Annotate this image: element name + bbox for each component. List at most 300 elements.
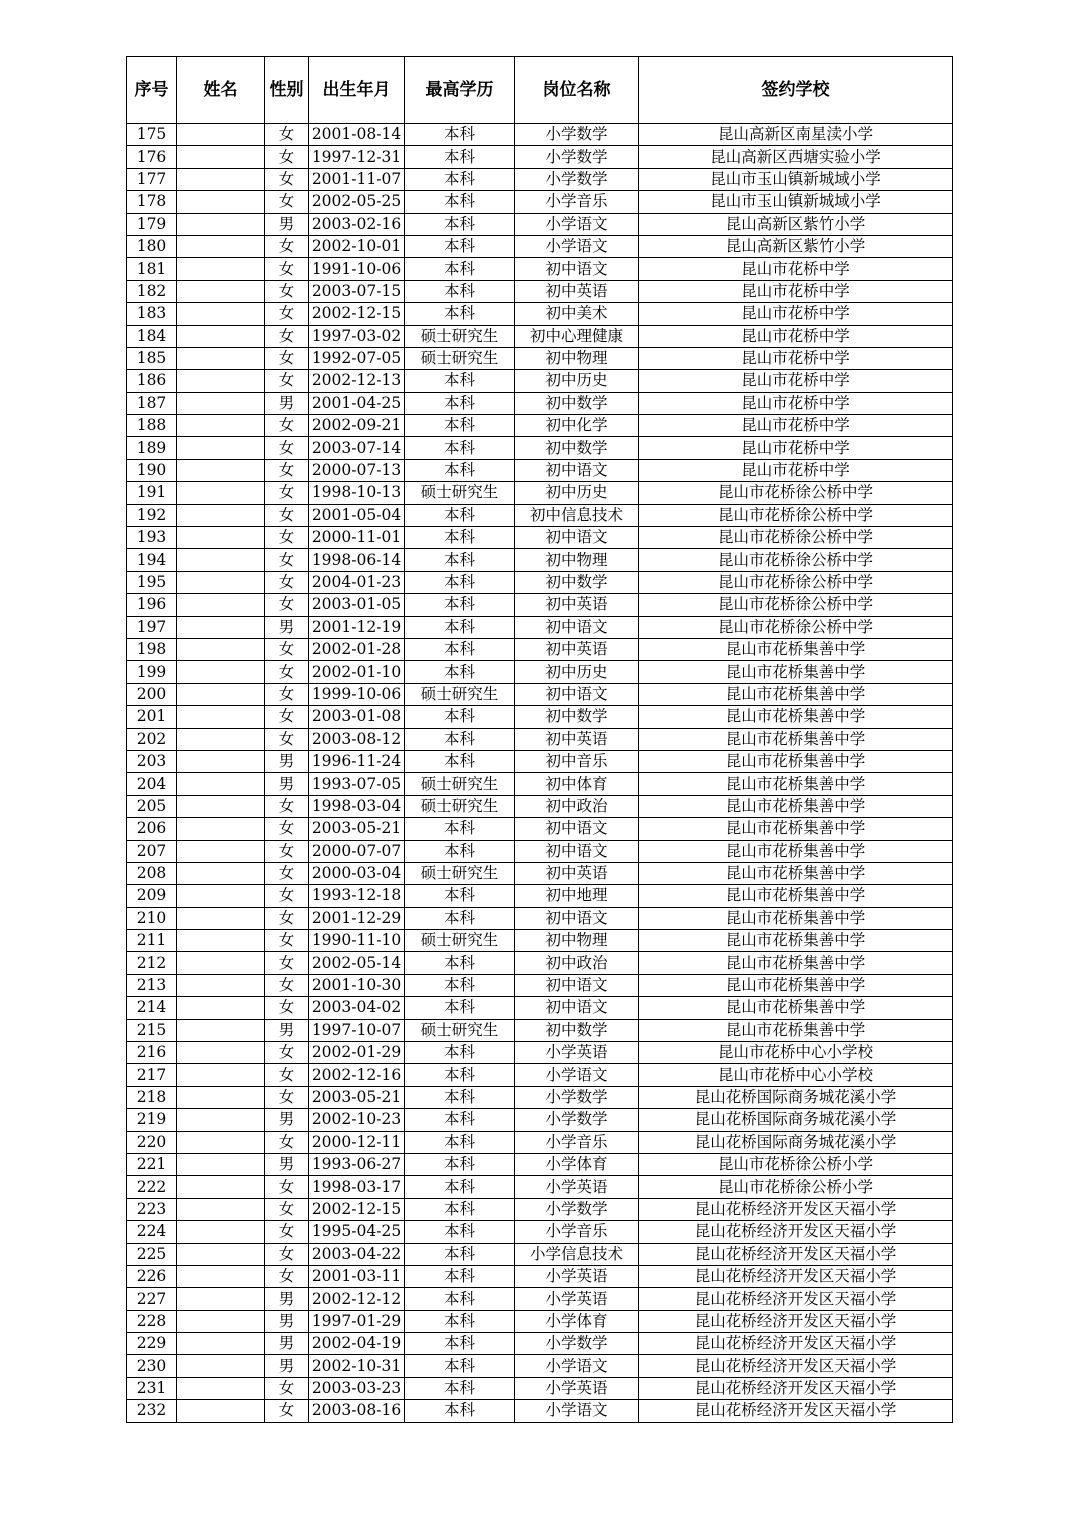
cell-position: 小学音乐 (515, 1131, 639, 1153)
cell-index: 190 (127, 459, 177, 481)
redacted-name (177, 975, 264, 996)
table-row (127, 1243, 953, 1265)
cell-name (177, 885, 265, 907)
cell-gender: 女 (265, 191, 309, 213)
cell-name (177, 594, 265, 616)
redacted-name (177, 1087, 264, 1108)
header-birth-date: 出生年月 (309, 57, 405, 124)
table-row (127, 235, 953, 257)
redacted-name (177, 527, 264, 548)
redacted-name (177, 1266, 264, 1287)
cell-index: 224 (127, 1221, 177, 1243)
cell-gender: 女 (265, 907, 309, 929)
cell-gender: 女 (265, 1176, 309, 1198)
cell-birth-date: 1998-03-04 (309, 795, 405, 817)
header-school: 签约学校 (639, 57, 953, 124)
cell-school: 昆山花桥经济开发区天福小学 (639, 1288, 953, 1310)
cell-school: 昆山市花桥集善中学 (639, 773, 953, 795)
cell-name (177, 750, 265, 772)
cell-education: 本科 (405, 168, 515, 190)
cell-birth-date: 2004-01-23 (309, 571, 405, 593)
cell-name (177, 1221, 265, 1243)
cell-education: 本科 (405, 974, 515, 996)
cell-birth-date: 2002-12-12 (309, 1288, 405, 1310)
cell-school: 昆山市花桥集善中学 (639, 728, 953, 750)
cell-education: 本科 (405, 191, 515, 213)
cell-name (177, 1288, 265, 1310)
table-row (127, 1288, 953, 1310)
cell-name (177, 235, 265, 257)
cell-position: 初中音乐 (515, 750, 639, 772)
cell-birth-date: 2002-10-23 (309, 1109, 405, 1131)
cell-gender: 女 (265, 594, 309, 616)
cell-birth-date: 2003-08-16 (309, 1400, 405, 1422)
table-row (127, 146, 953, 168)
cell-index: 218 (127, 1086, 177, 1108)
cell-birth-date: 1992-07-05 (309, 347, 405, 369)
table-row (127, 773, 953, 795)
cell-name (177, 258, 265, 280)
table-row (127, 325, 953, 347)
redacted-name (177, 281, 264, 302)
cell-school: 昆山花桥经济开发区天福小学 (639, 1333, 953, 1355)
table-row (127, 907, 953, 929)
cell-index: 199 (127, 661, 177, 683)
cell-index: 227 (127, 1288, 177, 1310)
table-row (127, 840, 953, 862)
cell-school: 昆山市花桥中学 (639, 370, 953, 392)
cell-name (177, 280, 265, 302)
cell-position: 小学语文 (515, 213, 639, 235)
cell-birth-date: 1997-10-07 (309, 1019, 405, 1041)
cell-birth-date: 1993-07-05 (309, 773, 405, 795)
cell-index: 203 (127, 750, 177, 772)
redacted-name (177, 818, 264, 839)
cell-name (177, 415, 265, 437)
cell-birth-date: 1997-01-29 (309, 1310, 405, 1332)
cell-gender: 女 (265, 235, 309, 257)
cell-birth-date: 2002-04-19 (309, 1333, 405, 1355)
cell-birth-date: 1996-11-24 (309, 750, 405, 772)
table-row (127, 706, 953, 728)
cell-education: 本科 (405, 1288, 515, 1310)
cell-school: 昆山高新区紫竹小学 (639, 235, 953, 257)
table-row (127, 1064, 953, 1086)
table-row (127, 191, 953, 213)
cell-birth-date: 1998-10-13 (309, 482, 405, 504)
cell-education: 硕士研究生 (405, 347, 515, 369)
cell-education: 本科 (405, 840, 515, 862)
redacted-name (177, 1244, 264, 1265)
cell-birth-date: 1999-10-06 (309, 683, 405, 705)
cell-position: 小学英语 (515, 1377, 639, 1399)
redacted-name (177, 684, 264, 705)
cell-name (177, 213, 265, 235)
table-row (127, 1086, 953, 1108)
table-row (127, 1153, 953, 1175)
table-row (127, 303, 953, 325)
redacted-name (177, 1400, 264, 1421)
cell-position: 初中心理健康 (515, 325, 639, 347)
cell-name (177, 191, 265, 213)
cell-school: 昆山市花桥中学 (639, 303, 953, 325)
cell-name (177, 124, 265, 146)
cell-gender: 女 (265, 415, 309, 437)
cell-education: 本科 (405, 124, 515, 146)
cell-education: 本科 (405, 907, 515, 929)
cell-gender: 女 (265, 885, 309, 907)
cell-education: 本科 (405, 527, 515, 549)
header-education: 最高学历 (405, 57, 515, 124)
cell-index: 201 (127, 706, 177, 728)
cell-school: 昆山花桥国际商务城花溪小学 (639, 1086, 953, 1108)
table-row (127, 795, 953, 817)
cell-position: 小学数学 (515, 146, 639, 168)
cell-gender: 女 (265, 1042, 309, 1064)
cell-position: 初中语文 (515, 527, 639, 549)
cell-name (177, 146, 265, 168)
table-row (127, 862, 953, 884)
cell-school: 昆山花桥国际商务城花溪小学 (639, 1109, 953, 1131)
cell-position: 初中英语 (515, 862, 639, 884)
cell-position: 初中语文 (515, 616, 639, 638)
cell-school: 昆山市花桥集善中学 (639, 840, 953, 862)
cell-position: 初中物理 (515, 549, 639, 571)
cell-education: 本科 (405, 1131, 515, 1153)
redacted-name (177, 952, 264, 973)
cell-name (177, 437, 265, 459)
table-row (127, 347, 953, 369)
cell-education: 本科 (405, 750, 515, 772)
cell-birth-date: 1997-03-02 (309, 325, 405, 347)
cell-school: 昆山市花桥徐公桥小学 (639, 1176, 953, 1198)
cell-birth-date: 2003-07-15 (309, 280, 405, 302)
cell-education: 本科 (405, 616, 515, 638)
cell-birth-date: 1998-03-17 (309, 1176, 405, 1198)
cell-index: 178 (127, 191, 177, 213)
cell-birth-date: 2003-08-12 (309, 728, 405, 750)
cell-school: 昆山市花桥徐公桥中学 (639, 482, 953, 504)
redacted-name (177, 639, 264, 660)
table-row (127, 1109, 953, 1131)
cell-index: 223 (127, 1198, 177, 1220)
header-gender: 性别 (265, 57, 309, 124)
cell-birth-date: 2000-07-13 (309, 459, 405, 481)
cell-birth-date: 2002-12-15 (309, 1198, 405, 1220)
cell-birth-date: 1993-06-27 (309, 1153, 405, 1175)
cell-gender: 女 (265, 930, 309, 952)
redacted-name (177, 997, 264, 1018)
cell-index: 202 (127, 728, 177, 750)
cell-position: 小学音乐 (515, 191, 639, 213)
redacted-name (177, 863, 264, 884)
redacted-name (177, 1311, 264, 1332)
cell-gender: 女 (265, 862, 309, 884)
table-row (127, 258, 953, 280)
table-row (127, 1400, 953, 1422)
table-row (127, 930, 953, 952)
redacted-name (177, 236, 264, 257)
redacted-name (177, 437, 264, 458)
table-row (127, 952, 953, 974)
cell-school: 昆山市花桥中学 (639, 280, 953, 302)
cell-school: 昆山市花桥徐公桥中学 (639, 549, 953, 571)
cell-birth-date: 2001-10-30 (309, 974, 405, 996)
table-row (127, 1198, 953, 1220)
cell-birth-date: 2002-01-28 (309, 638, 405, 660)
cell-birth-date: 2002-01-29 (309, 1042, 405, 1064)
cell-education: 本科 (405, 1153, 515, 1175)
cell-education: 本科 (405, 661, 515, 683)
cell-school: 昆山市花桥集善中学 (639, 885, 953, 907)
cell-school: 昆山市花桥徐公桥小学 (639, 1153, 953, 1175)
cell-gender: 女 (265, 549, 309, 571)
cell-birth-date: 2002-01-10 (309, 661, 405, 683)
cell-education: 硕士研究生 (405, 930, 515, 952)
cell-education: 本科 (405, 638, 515, 660)
cell-name (177, 773, 265, 795)
cell-education: 本科 (405, 146, 515, 168)
cell-index: 193 (127, 527, 177, 549)
cell-education: 本科 (405, 1355, 515, 1377)
cell-index: 222 (127, 1176, 177, 1198)
cell-birth-date: 2002-12-15 (309, 303, 405, 325)
redacted-name (177, 258, 264, 279)
cell-name (177, 1333, 265, 1355)
cell-name (177, 1400, 265, 1422)
cell-school: 昆山市花桥中学 (639, 437, 953, 459)
cell-index: 187 (127, 392, 177, 414)
cell-school: 昆山市花桥徐公桥中学 (639, 527, 953, 549)
cell-education: 本科 (405, 1109, 515, 1131)
cell-index: 212 (127, 952, 177, 974)
cell-education: 本科 (405, 1333, 515, 1355)
redacted-name (177, 1064, 264, 1085)
table-row (127, 504, 953, 526)
cell-position: 小学语文 (515, 1064, 639, 1086)
cell-index: 197 (127, 616, 177, 638)
cell-index: 200 (127, 683, 177, 705)
cell-gender: 男 (265, 1333, 309, 1355)
cell-birth-date: 2003-01-05 (309, 594, 405, 616)
cell-education: 本科 (405, 415, 515, 437)
cell-name (177, 818, 265, 840)
cell-gender: 女 (265, 706, 309, 728)
table-row (127, 974, 953, 996)
table-row (127, 459, 953, 481)
cell-position: 初中语文 (515, 683, 639, 705)
cell-school: 昆山市花桥集善中学 (639, 1019, 953, 1041)
cell-birth-date: 1993-12-18 (309, 885, 405, 907)
cell-index: 180 (127, 235, 177, 257)
cell-birth-date: 1990-11-10 (309, 930, 405, 952)
cell-position: 小学英语 (515, 1265, 639, 1287)
cell-gender: 女 (265, 504, 309, 526)
cell-index: 217 (127, 1064, 177, 1086)
cell-education: 本科 (405, 235, 515, 257)
table-row (127, 1131, 953, 1153)
cell-gender: 女 (265, 1086, 309, 1108)
cell-gender: 女 (265, 527, 309, 549)
cell-education: 本科 (405, 1377, 515, 1399)
redacted-name (177, 773, 264, 794)
cell-position: 小学数学 (515, 1333, 639, 1355)
cell-education: 硕士研究生 (405, 683, 515, 705)
cell-education: 本科 (405, 504, 515, 526)
cell-school: 昆山市花桥集善中学 (639, 750, 953, 772)
cell-birth-date: 2003-02-16 (309, 213, 405, 235)
cell-name (177, 1153, 265, 1175)
cell-birth-date: 2001-11-07 (309, 168, 405, 190)
teacher-signing-table (126, 56, 953, 1423)
cell-position: 小学信息技术 (515, 1243, 639, 1265)
header-index: 序号 (127, 57, 177, 124)
cell-position: 小学英语 (515, 1042, 639, 1064)
cell-name (177, 347, 265, 369)
cell-position: 小学数学 (515, 1198, 639, 1220)
cell-gender: 女 (265, 1377, 309, 1399)
cell-name (177, 482, 265, 504)
redacted-name (177, 594, 264, 615)
cell-birth-date: 2001-05-04 (309, 504, 405, 526)
cell-index: 213 (127, 974, 177, 996)
cell-gender: 女 (265, 974, 309, 996)
cell-school: 昆山市花桥徐公桥中学 (639, 504, 953, 526)
cell-position: 初中语文 (515, 997, 639, 1019)
cell-education: 本科 (405, 571, 515, 593)
cell-education: 本科 (405, 1310, 515, 1332)
cell-position: 初中政治 (515, 795, 639, 817)
cell-school: 昆山市玉山镇新城域小学 (639, 191, 953, 213)
cell-name (177, 1131, 265, 1153)
redacted-name (177, 146, 264, 167)
cell-education: 硕士研究生 (405, 773, 515, 795)
table-row (127, 1377, 953, 1399)
cell-name (177, 795, 265, 817)
redacted-name (177, 169, 264, 190)
cell-name (177, 549, 265, 571)
redacted-name (177, 796, 264, 817)
cell-index: 176 (127, 146, 177, 168)
table-row (127, 1042, 953, 1064)
cell-name (177, 728, 265, 750)
cell-name (177, 974, 265, 996)
cell-name (177, 325, 265, 347)
table-row (127, 571, 953, 593)
cell-position: 初中英语 (515, 594, 639, 616)
cell-gender: 男 (265, 392, 309, 414)
cell-index: 196 (127, 594, 177, 616)
cell-position: 初中政治 (515, 952, 639, 974)
cell-education: 本科 (405, 1198, 515, 1220)
cell-school: 昆山高新区南星渎小学 (639, 124, 953, 146)
cell-index: 189 (127, 437, 177, 459)
cell-position: 小学语文 (515, 235, 639, 257)
cell-position: 初中化学 (515, 415, 639, 437)
table-row (127, 482, 953, 504)
cell-gender: 女 (265, 571, 309, 593)
cell-gender: 男 (265, 1019, 309, 1041)
cell-birth-date: 2003-03-23 (309, 1377, 405, 1399)
cell-name (177, 930, 265, 952)
cell-position: 初中英语 (515, 638, 639, 660)
cell-school: 昆山花桥经济开发区天福小学 (639, 1310, 953, 1332)
cell-education: 硕士研究生 (405, 482, 515, 504)
cell-gender: 女 (265, 818, 309, 840)
cell-school: 昆山市花桥集善中学 (639, 907, 953, 929)
cell-school: 昆山高新区西塘实验小学 (639, 146, 953, 168)
cell-index: 219 (127, 1109, 177, 1131)
cell-school: 昆山花桥经济开发区天福小学 (639, 1400, 953, 1422)
cell-education: 本科 (405, 213, 515, 235)
cell-education: 本科 (405, 997, 515, 1019)
cell-index: 192 (127, 504, 177, 526)
cell-index: 232 (127, 1400, 177, 1422)
cell-index: 184 (127, 325, 177, 347)
cell-education: 本科 (405, 818, 515, 840)
cell-gender: 女 (265, 952, 309, 974)
cell-name (177, 392, 265, 414)
table-row (127, 392, 953, 414)
cell-education: 本科 (405, 258, 515, 280)
cell-index: 179 (127, 213, 177, 235)
cell-position: 初中历史 (515, 482, 639, 504)
cell-gender: 女 (265, 146, 309, 168)
table-row (127, 638, 953, 660)
cell-name (177, 1176, 265, 1198)
cell-education: 本科 (405, 1064, 515, 1086)
cell-position: 小学英语 (515, 1288, 639, 1310)
cell-gender: 女 (265, 1198, 309, 1220)
cell-name (177, 1377, 265, 1399)
cell-school: 昆山花桥经济开发区天福小学 (639, 1198, 953, 1220)
cell-gender: 女 (265, 325, 309, 347)
redacted-name (177, 549, 264, 570)
redacted-name (177, 326, 264, 347)
cell-education: 本科 (405, 1243, 515, 1265)
redacted-name (177, 1288, 264, 1309)
cell-index: 231 (127, 1377, 177, 1399)
redacted-name (177, 908, 264, 929)
cell-gender: 男 (265, 1109, 309, 1131)
cell-name (177, 303, 265, 325)
cell-school: 昆山市花桥集善中学 (639, 661, 953, 683)
cell-school: 昆山市花桥集善中学 (639, 683, 953, 705)
cell-school: 昆山市花桥集善中学 (639, 862, 953, 884)
cell-school: 昆山市花桥徐公桥中学 (639, 616, 953, 638)
cell-index: 220 (127, 1131, 177, 1153)
redacted-name (177, 303, 264, 324)
cell-position: 初中历史 (515, 370, 639, 392)
cell-name (177, 907, 265, 929)
redacted-name (177, 661, 264, 682)
cell-position: 初中语文 (515, 907, 639, 929)
cell-birth-date: 2001-12-29 (309, 907, 405, 929)
redacted-name (177, 214, 264, 235)
cell-index: 216 (127, 1042, 177, 1064)
cell-education: 本科 (405, 594, 515, 616)
cell-education: 本科 (405, 728, 515, 750)
cell-position: 初中数学 (515, 392, 639, 414)
cell-education: 本科 (405, 1176, 515, 1198)
cell-name (177, 1064, 265, 1086)
cell-position: 小学语文 (515, 1400, 639, 1422)
cell-index: 225 (127, 1243, 177, 1265)
table-row (127, 213, 953, 235)
cell-gender: 女 (265, 303, 309, 325)
cell-position: 初中美术 (515, 303, 639, 325)
cell-education: 本科 (405, 706, 515, 728)
